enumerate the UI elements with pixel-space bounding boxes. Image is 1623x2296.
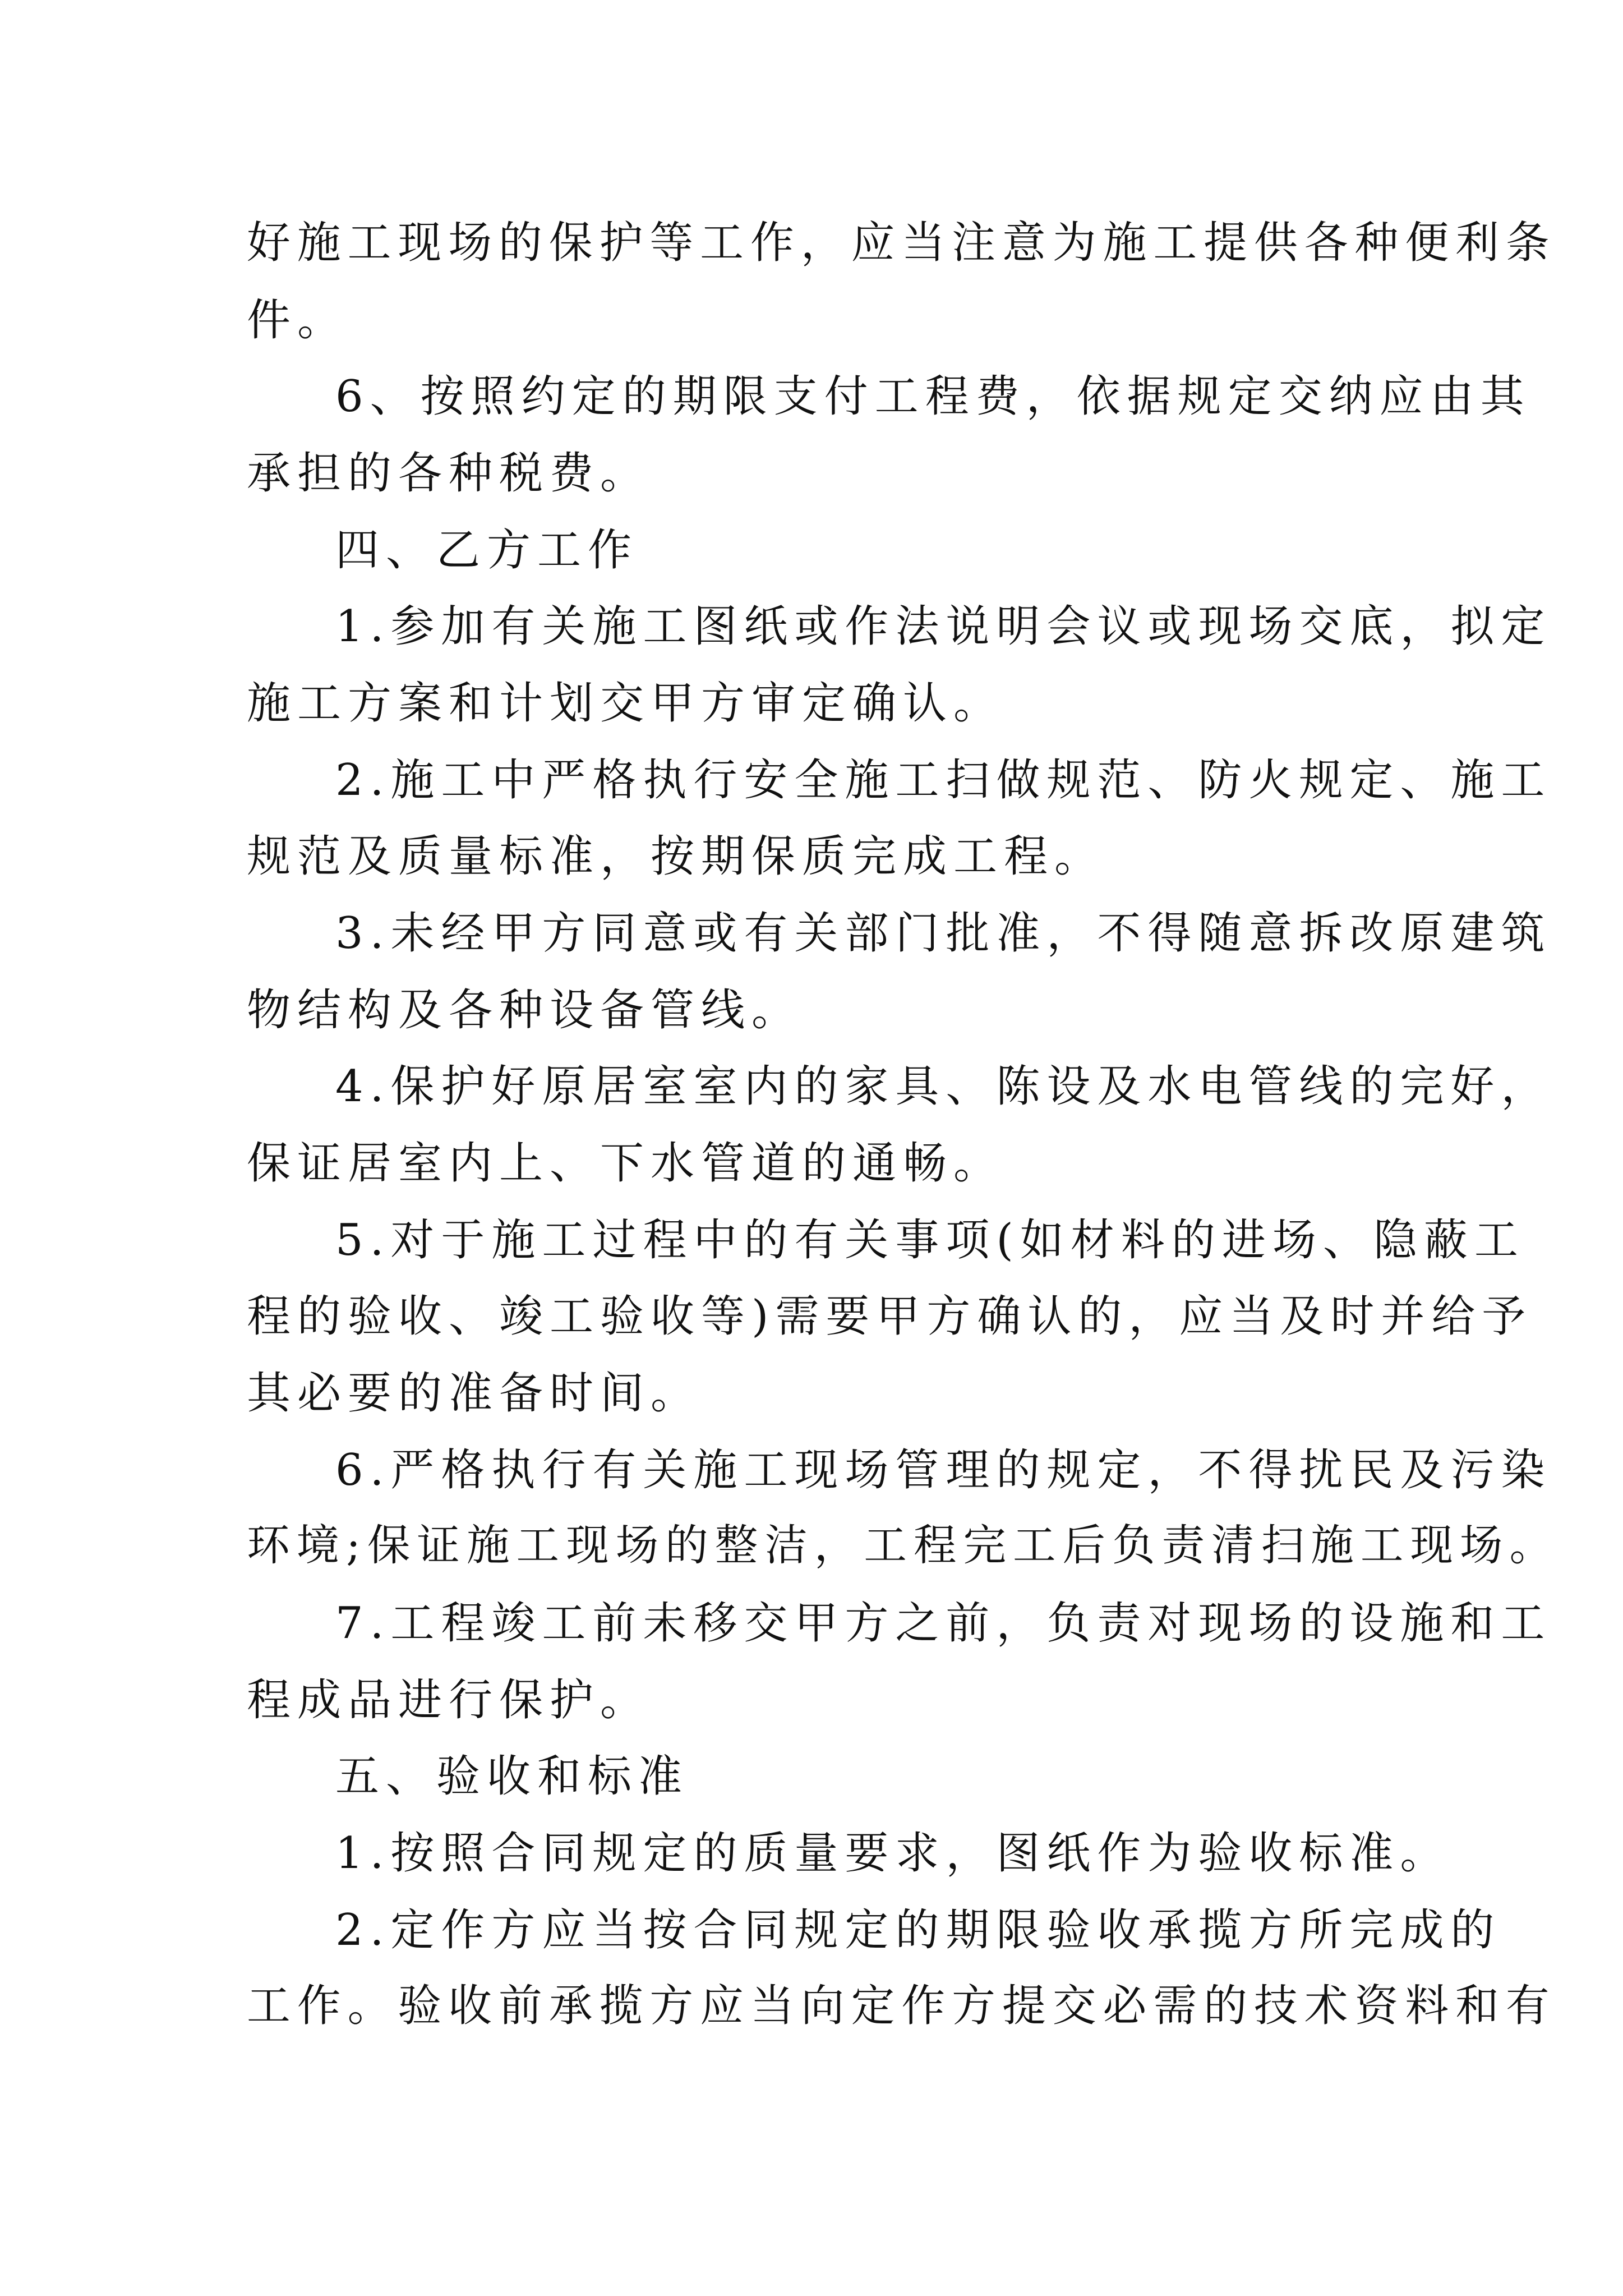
text-line: 保证居室内上、下水管道的通畅。 [247, 1138, 1004, 1189]
text-line: 6、按照约定的期限支付工程费，依据规定交纳应由其 [335, 371, 1531, 422]
text-line: 好施工现场的保护等工作，应当注意为施工提供各种便利条 [247, 218, 1556, 268]
text-line: 5.对于施工过程中的有关事项(如材料的进场、隐蔽工 [335, 1215, 1525, 1266]
text-line: 工作。验收前承揽方应当向定作方提交必需的技术资料和有 [247, 1981, 1556, 2031]
text-line: 4.保护好原居室室内的家具、陈设及水电管线的完好， [335, 1061, 1552, 1112]
text-line: 件。 [247, 295, 348, 346]
text-line: 1.参加有关施工图纸或作法说明会议或现场交底，拟定 [335, 601, 1552, 652]
section-heading: 四、乙方工作 [335, 525, 639, 576]
text-line: 程成品进行保护。 [247, 1675, 651, 1726]
text-line: 7.工程竣工前未移交甲方之前，负责对现场的设施和工 [335, 1598, 1552, 1649]
text-line: 环境;保证施工现场的整洁，工程完工后负责清扫施工现场。 [247, 1521, 1560, 1571]
section-heading: 五、验收和标准 [335, 1751, 689, 1802]
text-line: 1.按照合同规定的质量要求，图纸作为验收标准。 [335, 1828, 1451, 1879]
text-line: 2.施工中严格执行安全施工扫做规范、防火规定、施工 [335, 755, 1552, 806]
text-line: 2.定作方应当按合同规定的期限验收承揽方所完成的 [335, 1905, 1501, 1955]
text-line: 物结构及各种设备管线。 [247, 985, 803, 1036]
text-line: 3.未经甲方同意或有关部门批准，不得随意拆改原建筑 [335, 908, 1552, 959]
text-line: 规范及质量标准，按期保质完成工程。 [247, 831, 1105, 882]
text-line: 程的验收、竣工验收等)需要甲方确认的，应当及时并给予 [247, 1291, 1533, 1342]
text-line: 承担的各种税费。 [247, 448, 651, 499]
text-line: 施工方案和计划交甲方审定确认。 [247, 678, 1004, 729]
text-line: 其必要的准备时间。 [247, 1368, 702, 1419]
text-line: 6.严格执行有关施工现场管理的规定，不得扰民及污染 [335, 1445, 1552, 1496]
